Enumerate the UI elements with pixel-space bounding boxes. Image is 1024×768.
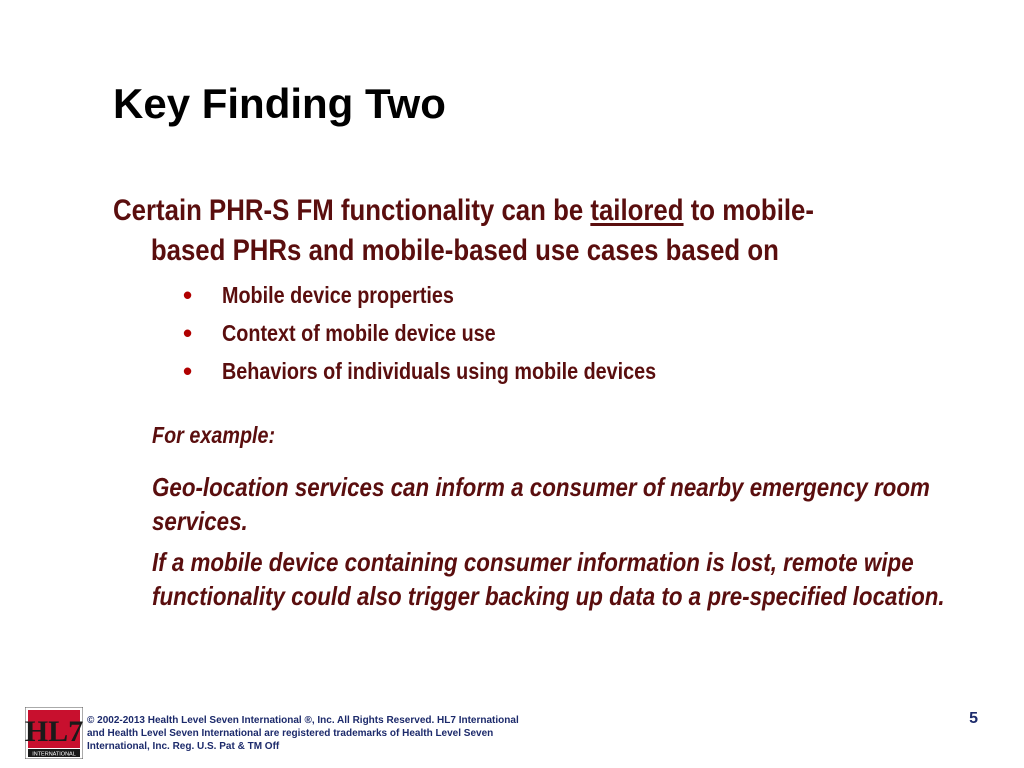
logo-text: HL7 — [25, 715, 83, 748]
bullet-text: Mobile device properties — [222, 282, 454, 308]
lead-text-line2: based PHRs and mobile-based use cases based on — [150, 234, 779, 267]
lead-underlined-word: tailored — [590, 194, 684, 227]
bullet-text: Context of mobile device use — [222, 320, 496, 346]
lead-text-part2: to mobile- — [683, 194, 814, 227]
logo-subtext: INTERNATIONAL — [32, 751, 76, 758]
example-text: Geo-location services can inform a consumer of nearby emergency room services. — [152, 472, 930, 536]
bullet-text: Behaviors of individuals using mobile devices — [222, 358, 657, 384]
page-number: 5 — [969, 710, 978, 727]
bullet-icon: • — [183, 318, 193, 348]
slide-title: Key Finding Two — [113, 80, 446, 127]
copyright-notice: © 2002-2013 Health Level Seven International ®, Inc. All Rights Reserved. HL7 International and Health Level Seven International are registered trademarks of Health Level Seven International, Inc. Reg. U.S. Pat & TM Off — [87, 715, 519, 752]
lead-paragraph — [113, 191, 835, 271]
hl7-logo — [25, 707, 83, 759]
bullet-icon: • — [183, 356, 193, 386]
bullet-icon: • — [183, 280, 193, 310]
example-text: If a mobile device containing consumer information is lost, remote wipe functionality could also trigger backing up data to a pre-specified location. — [152, 547, 945, 611]
lead-text-part1: Certain PHR-S FM functionality can be — [113, 194, 591, 227]
for-example-label: For example: — [152, 422, 276, 448]
